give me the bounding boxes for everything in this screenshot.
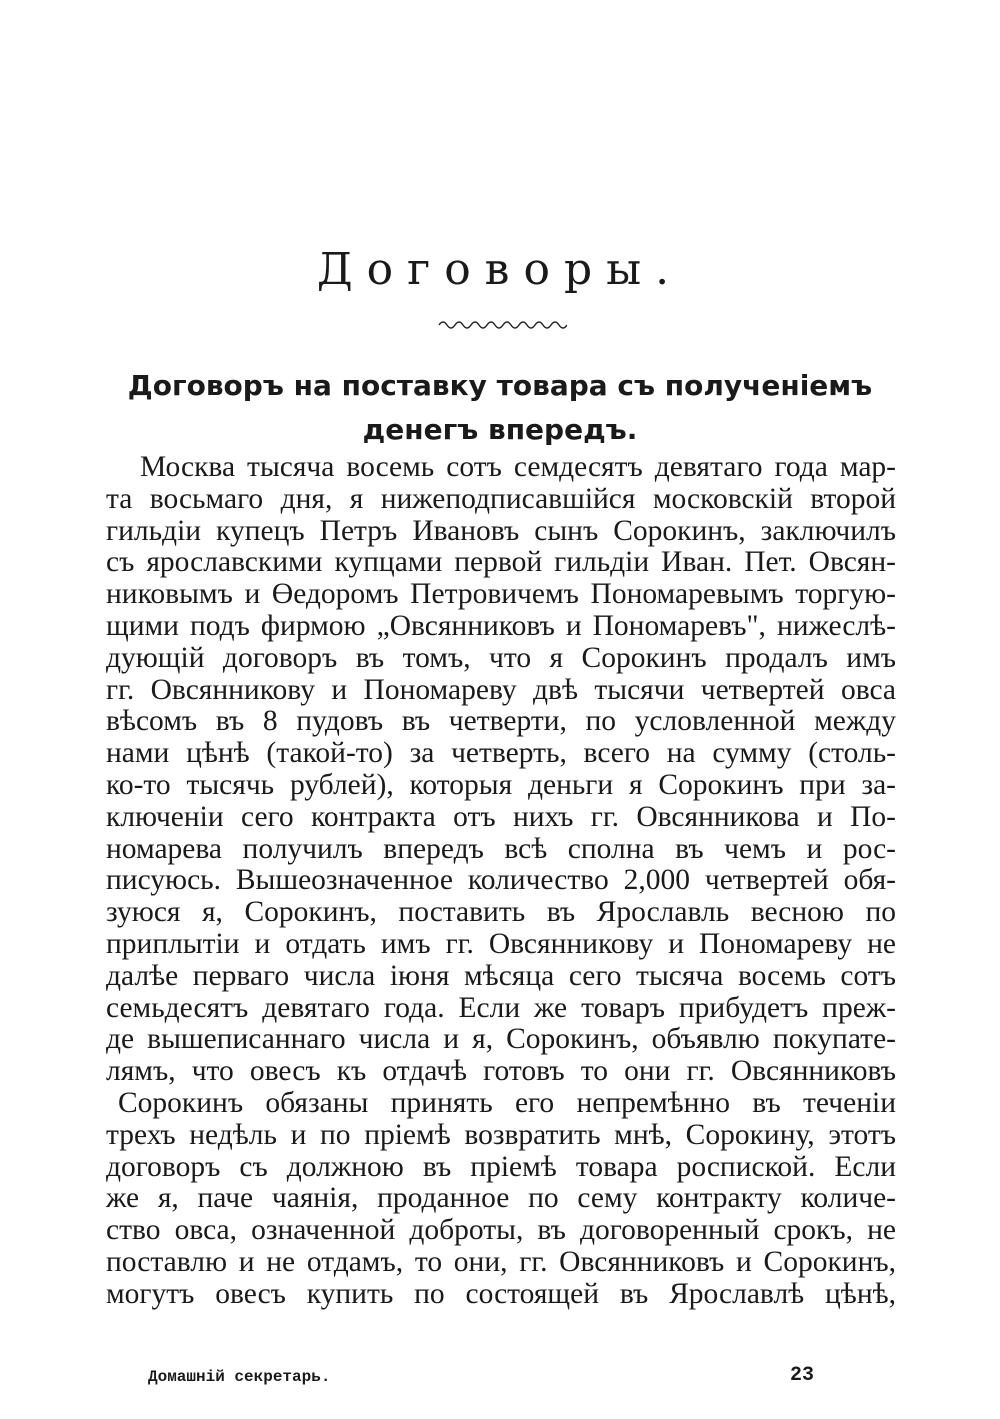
body-line: Сорокинъ обязаны принять его непремѣнно въ теченіи	[118, 1086, 896, 1119]
body-line: номарева получилъ впередъ всѣ сполна въ чемъ и рос-	[106, 832, 896, 865]
body-line: приплытіи и отдать имъ гг. Овсянникову и Пономареву не	[106, 927, 896, 960]
body-line: зуюся я, Сорокинъ, поставить въ Ярославль весною по	[106, 896, 896, 929]
body-line: писуюсь. Вышеозначенное количество 2,000 четвертей обя-	[106, 864, 896, 897]
body-line: та восьмаго дня, я нижеподписавшійся московскій второй	[106, 482, 896, 515]
body-text	[106, 452, 896, 1311]
body-line: съ ярославскими купцами первой гильдіи Иван. Пет. Овсян-	[106, 546, 896, 579]
body-line: щими подъ фирмою „Овсянниковъ и Пономаревъ", нижеслѣ-	[106, 609, 896, 642]
body-line: далѣе перваго числа іюня мѣсяца сего тысяча восемь сотъ	[106, 959, 896, 992]
body-line: гильдіи купецъ Петръ Ивановъ сынъ Сорокинъ, заключилъ	[106, 514, 896, 547]
body-line: же я, паче чаянія, проданное по сему контракту количе-	[106, 1182, 896, 1215]
document-subtitle: Договоръ на поставку товара съ полученіемъ денегъ впередъ.	[127, 369, 873, 446]
body-line: ко-то тысячь рублей), которыя деньги я Сорокинъ при за-	[106, 768, 896, 801]
title-ornament	[437, 318, 567, 332]
page-number: 23	[790, 1364, 815, 1387]
page-title: Договоры.	[316, 244, 684, 295]
body-line: дующій договоръ въ томъ, что я Сорокинъ продалъ имъ	[106, 641, 896, 674]
footer-book-title: Домашній секретарь.	[148, 1368, 331, 1386]
body-line: де вышеписаннаго числа и я, Сорокинъ, объявлю покупате-	[106, 1023, 896, 1056]
body-line: гг. Овсянникову и Пономареву двѣ тысячи четвертей овса	[106, 673, 896, 706]
body-line: могутъ овесъ купить по состоящей въ Ярославлѣ цѣнѣ,	[106, 1277, 896, 1310]
body-line: вѣсомъ въ 8 пудовъ въ четверти, по условленной между	[106, 705, 896, 738]
body-line: нами цѣнѣ (такой-то) за четверть, всего на сумму (столь-	[106, 737, 896, 770]
body-line: ключеніи сего контракта отъ нихъ гг. Овсянникова и По-	[106, 800, 896, 833]
body-line: договоръ съ должною въ пріемѣ товара роспиской. Если	[106, 1150, 896, 1183]
body-line: ство овса, означенной доброты, въ договоренный срокъ, не	[106, 1214, 896, 1247]
body-line: никовымъ и Өедоромъ Петровичемъ Пономаревымъ торгую-	[106, 578, 896, 611]
body-line: поставлю и не отдамъ, то они, гг. Овсянниковъ и Сорокинъ,	[106, 1245, 896, 1278]
body-line: лямъ, что овесъ къ отдачѣ готовъ то они гг. Овсянниковъ	[106, 1055, 896, 1088]
body-line: трехъ недѣль и по пріемѣ возвратить мнѣ, Сорокину, этотъ	[106, 1118, 896, 1151]
body-line: семьдесятъ девятаго года. Если же товаръ прибудетъ преж-	[106, 991, 896, 1024]
body-line: Москва тысяча восемь сотъ семдесятъ девятаго года мар-	[140, 451, 896, 483]
